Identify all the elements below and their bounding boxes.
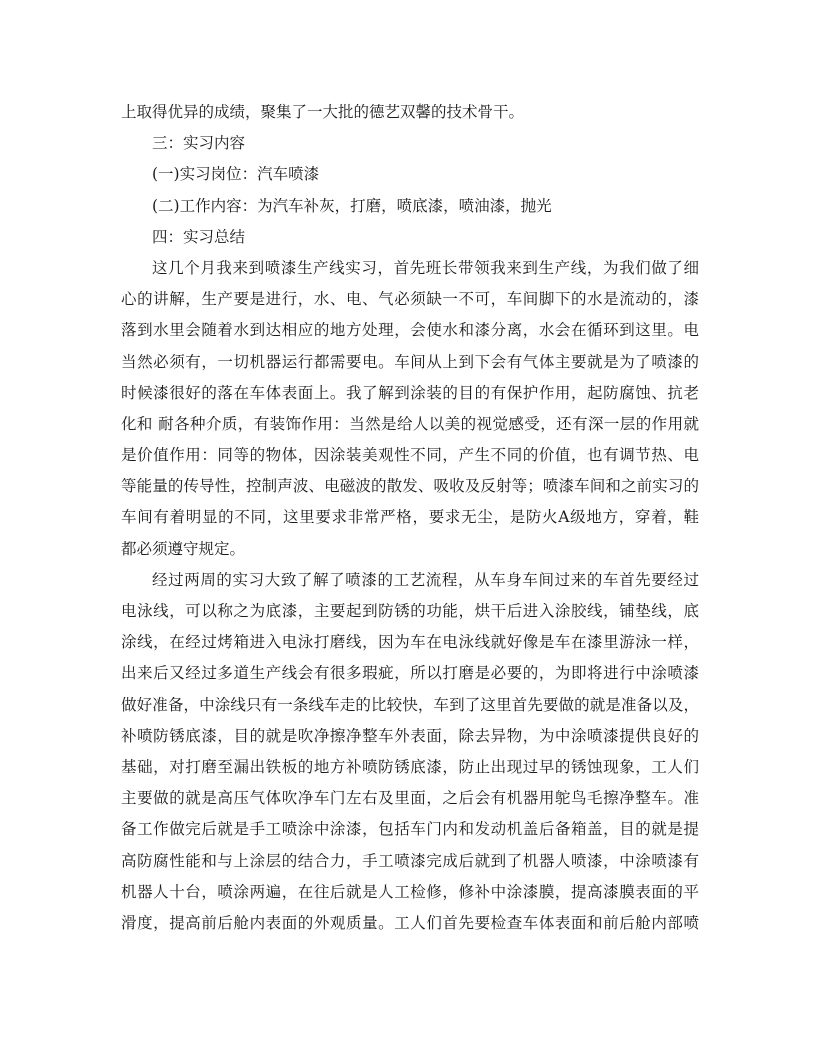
paragraph-line: 车间有着明显的不同，这里要求非常严格，要求无尘，是防火A级地方，穿着，鞋 xyxy=(121,508,699,527)
subsection-item: (一)实习岗位：汽车喷漆 xyxy=(152,165,320,184)
paragraph-line: 备工作做完后就是手工喷涂中涂漆，包括车门内和发动机盖后备箱盖，目的就是提 xyxy=(121,820,699,839)
paragraph-line: 做好准备，中涂线只有一条线车走的比较快，车到了这里首先要做的就是准备以及， xyxy=(121,695,699,714)
paragraph-line: 机器人十台，喷涂两遍，在往后就是人工检修，修补中涂漆膜，提高漆膜表面的平 xyxy=(121,882,699,901)
paragraph-line: 涂线，在经过烤箱进入电泳打磨线，因为车在电泳线就好像是车在漆里游泳一样， xyxy=(121,633,699,652)
paragraph-line: 主要做的就是高压气体吹净车门左右及里面，之后会有机器用鸵鸟毛擦净整车。准 xyxy=(121,789,699,808)
paragraph-line: 等能量的传导性，控制声波、电磁波的散发、吸收及反射等；喷漆车间和之前实习的 xyxy=(121,477,699,496)
subsection-item: (二)工作内容：为汽车补灰，打磨，喷底漆，喷油漆，抛光 xyxy=(152,196,552,215)
paragraph-line: 基础，对打磨至漏出铁板的地方补喷防锈底漆，防止出现过早的锈蚀现象，工人们 xyxy=(121,757,699,776)
paragraph-line: 电泳线，可以称之为底漆，主要起到防锈的功能，烘干后进入涂胶线，铺垫线，底 xyxy=(121,602,699,620)
paragraph-line: 化和 耐各种介质，有装饰作用：当然是给人以美的视觉感受，还有深一层的作用就 xyxy=(121,414,699,433)
paragraph-line: 时候漆很好的落在车体表面上。我了解到涂装的目的有保护作用，起防腐蚀、抗老 xyxy=(121,383,699,402)
document-body xyxy=(121,97,699,939)
paragraph-line: 这几个月我来到喷漆生产线实习，首先班长带领我来到生产线，为我们做了细 xyxy=(152,258,699,277)
paragraph-line: 是价值作用：同等的物体，因涂装美观性不同，产生不同的价值，也有调节热、电 xyxy=(121,446,699,465)
paragraph-line: 出来后又经过多道生产线会有很多瑕疵，所以打磨是必要的，为即将进行中涂喷漆 xyxy=(121,664,699,683)
section-heading: 三：实习内容 xyxy=(152,134,246,153)
section-heading: 四：实习总结 xyxy=(152,227,246,246)
paragraph-line: 经过两周的实习大致了解了喷漆的工艺流程，从车身车间过来的车首先要经过 xyxy=(152,570,699,589)
text-line: 上取得优异的成绩，聚集了一大批的德艺双馨的技术骨干。 xyxy=(121,103,525,121)
paragraph-line: 滑度，提高前后舱内表面的外观质量。工人们首先要检查车体表面和前后舱内部喷 xyxy=(121,913,699,932)
paragraph-line: 落到水里会随着水到达相应的地方处理，会使水和漆分离，水会在循环到这里。电 xyxy=(121,321,699,340)
paragraph-line: 都必须遵守规定。 xyxy=(121,539,246,558)
paragraph-line: 当然必须有，一切机器运行都需要电。车间从上到下会有气体主要就是为了喷漆的 xyxy=(121,352,699,371)
paragraph-line: 心的讲解，生产要是进行，水、电、气必须缺一不可，车间脚下的水是流动的，漆 xyxy=(121,290,699,309)
paragraph-line: 高防腐性能和与上涂层的结合力，手工喷漆完成后就到了机器人喷漆，中涂喷漆有 xyxy=(121,851,699,870)
paragraph-line: 补喷防锈底漆，目的就是吹净擦净整车外表面，除去异物，为中涂喷漆提供良好的 xyxy=(121,726,699,745)
